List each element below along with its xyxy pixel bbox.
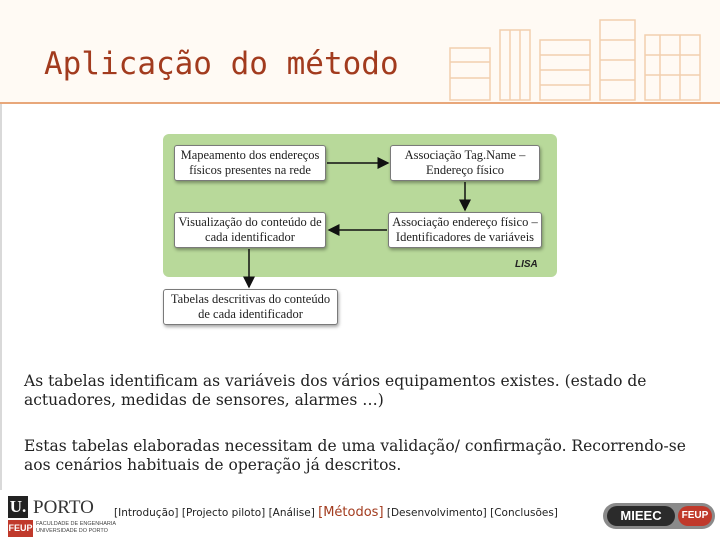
slide-title: Aplicação do método xyxy=(44,46,399,82)
paragraph-validation: Estas tabelas elaboradas necessitam de uma validação/ confirmação. Recorrendo-se aos cenários habituais de operação já descritos. xyxy=(24,437,686,474)
nav-projecto-piloto[interactable]: [Projecto piloto] xyxy=(181,507,266,519)
box-tabelas: Tabelas descritivas do conteúdo de cada identificador xyxy=(163,289,338,325)
title-underline xyxy=(0,102,720,104)
nav-analise[interactable]: [Análise] xyxy=(268,507,315,519)
mieec-badge-label: MIEEC xyxy=(607,506,675,526)
feup-badge-label: FEUP xyxy=(678,506,712,526)
left-divider xyxy=(0,104,2,490)
feup-logo-mark: FEUP xyxy=(8,520,33,537)
faculty-line-1: FACULDADE DE ENGENHARIA xyxy=(36,521,117,527)
uporto-logo-mark: U. xyxy=(9,497,27,516)
feup-logo-text xyxy=(36,521,116,535)
box-associacao-endereco: Associação endereço físico – Identificadores de variáveis xyxy=(388,212,542,248)
uporto-logo-text: PORTO xyxy=(33,497,94,518)
lisa-label: LISA xyxy=(515,259,538,270)
nav-metodos[interactable]: [Métodos] xyxy=(318,505,384,520)
box-mapeamento: Mapeamento dos endereços físicos presentes na rede xyxy=(174,145,326,181)
building-illustration xyxy=(390,0,720,104)
faculty-line-2: UNIVERSIDADE DO PORTO xyxy=(36,528,108,534)
box-associacao-tagname: Associação Tag.Name – Endereço físico xyxy=(390,145,540,181)
section-nav xyxy=(114,505,558,520)
paragraph-tables: As tabelas identificam as variáveis dos vários equipamentos existes. (estado de actuadores, medidas de sensores, alarmes …) xyxy=(24,372,647,409)
nav-conclusoes[interactable]: [Conclusões] xyxy=(490,507,558,519)
box-visualizacao: Visualização do conteúdo de cada identificador xyxy=(174,212,326,248)
nav-introducao[interactable]: [Introdução] xyxy=(114,507,179,519)
nav-desenvolvimento[interactable]: [Desenvolvimento] xyxy=(386,507,487,519)
